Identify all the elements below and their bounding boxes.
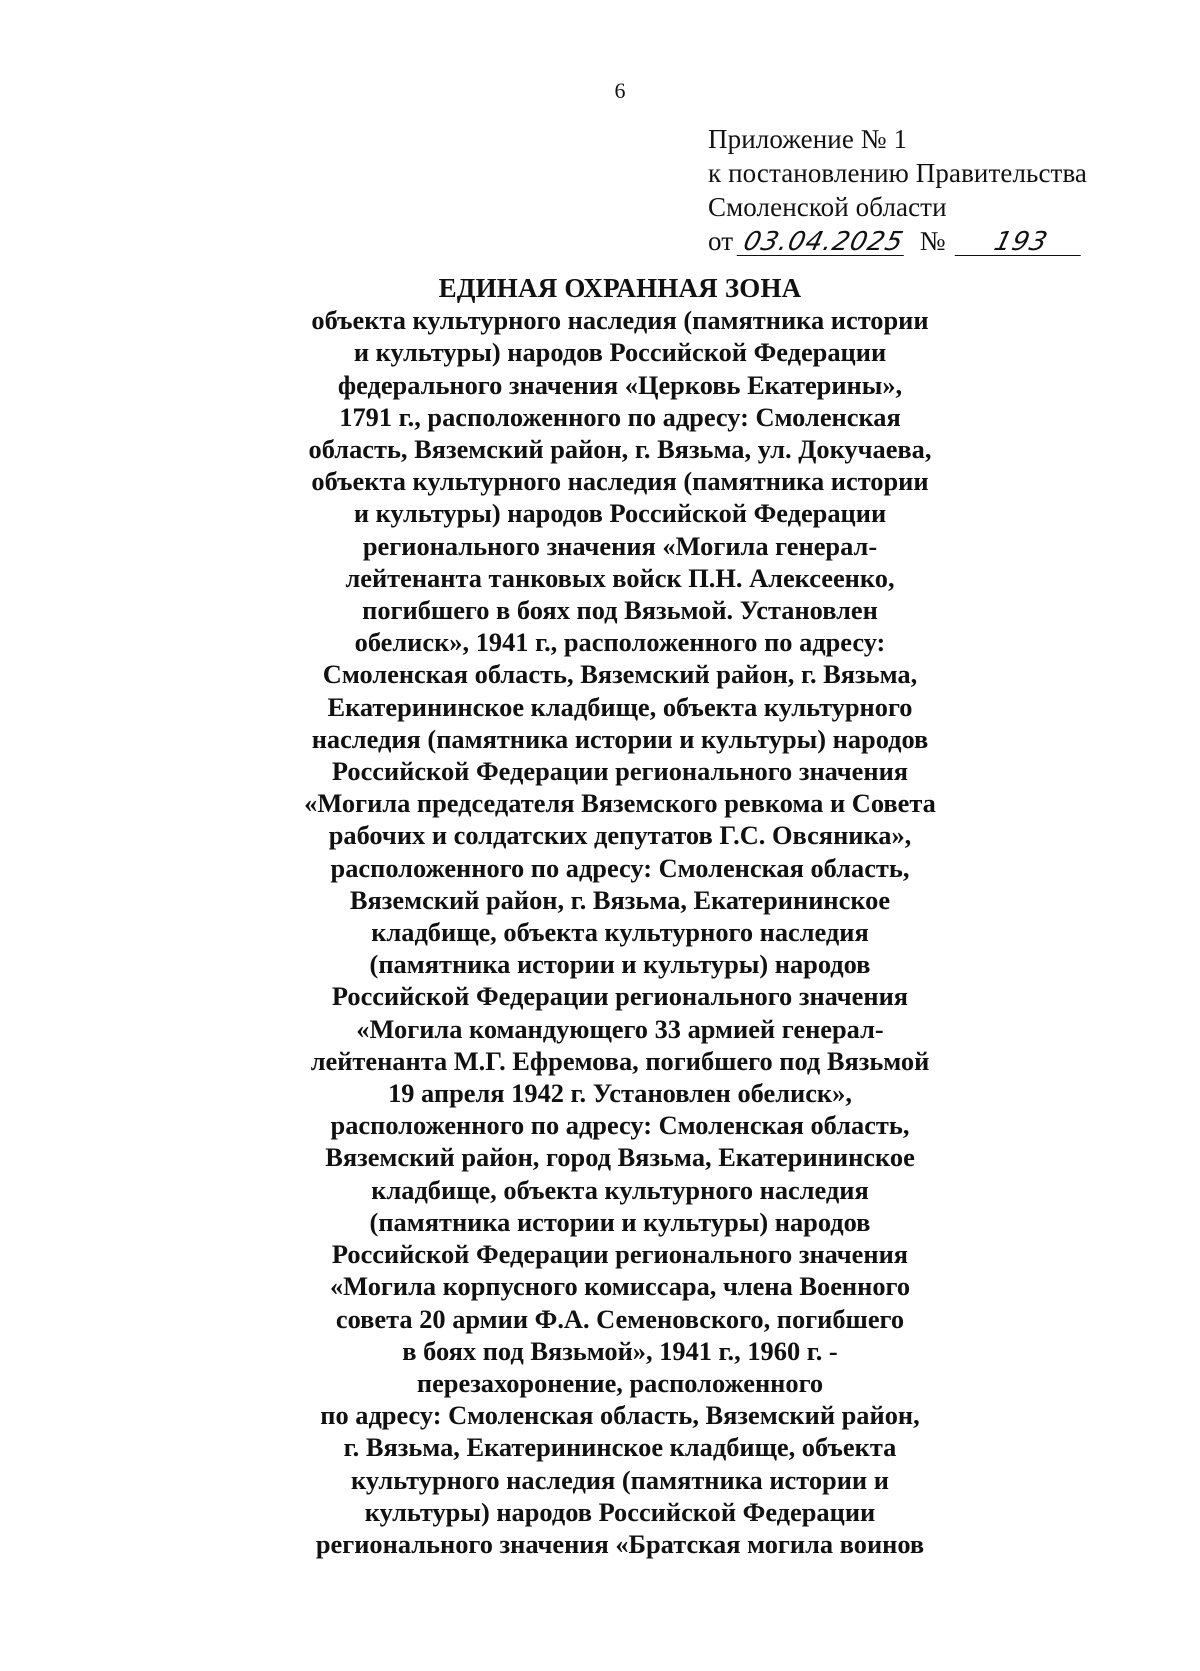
- title-line: объекта культурного наследия (памятника истории: [311, 466, 929, 497]
- number-sign: №: [919, 226, 946, 256]
- appendix-block: [708, 122, 1087, 258]
- title-line: «Могила командующего 33 армией генерал-: [356, 1013, 884, 1044]
- title-line: регионального значения «Братская могила воинов: [315, 1528, 925, 1559]
- title-line: расположенного по адресу: Смоленская область,: [330, 852, 910, 883]
- title-line: культуры) народов Российской Федерации: [364, 1496, 876, 1527]
- document-heading: ЕДИНАЯ ОХРАННАЯ ЗОНА: [438, 273, 802, 303]
- appendix-region: Смоленской области: [708, 192, 947, 222]
- title-line: по адресу: Смоленская область, Вяземский район,: [320, 1400, 920, 1431]
- title-line: в боях под Вязьмой», 1941 г., 1960 г. -: [402, 1335, 838, 1366]
- title-line: и культуры) народов Российской Федерации: [353, 337, 887, 368]
- appendix-title: Приложение № 1: [708, 124, 908, 154]
- title-line: культурного наследия (памятника истории и: [351, 1464, 889, 1495]
- date-prefix: от: [708, 226, 734, 256]
- handwritten-number: 193: [955, 229, 1088, 256]
- title-line: рабочих и солдатских депутатов Г.С. Овсяника»,: [328, 820, 912, 851]
- title-line: 19 апреля 1942 г. Установлен обелиск»,: [388, 1078, 852, 1109]
- appendix-reference: к постановлению Правительства: [708, 158, 1088, 188]
- title-lines: [200, 304, 1040, 1560]
- title-line: Вяземский район, г. Вязьма, Екатерининское: [349, 884, 891, 915]
- title-line: федерального значения «Церковь Екатерины»,: [337, 369, 903, 400]
- title-line: Российской Федерации регионального значения: [331, 756, 909, 787]
- title-line: регионального значения «Могила генерал-: [362, 530, 878, 561]
- title-line: перезахоронение, расположенного: [416, 1367, 824, 1398]
- title-line: Вяземский район, город Вязьма, Екатерининское: [325, 1142, 915, 1173]
- title-line: лейтенанта М.Г. Ефремова, погибшего под Вязьмой: [310, 1045, 930, 1076]
- title-line: Екатерининское кладбище, объекта культурного: [327, 691, 913, 722]
- title-line: объекта культурного наследия (памятника истории: [311, 305, 929, 336]
- title-line: кладбище, объекта культурного наследия: [371, 1174, 869, 1205]
- title-line: (памятника истории и культуры) народов: [369, 1206, 871, 1237]
- title-line: наследия (памятника истории и культуры) народов: [311, 723, 929, 754]
- title-line: Смоленская область, Вяземский район, г. Вязьма,: [322, 659, 918, 690]
- title-line: кладбище, объекта культурного наследия: [371, 917, 869, 948]
- page-number: 6: [614, 78, 626, 103]
- title-line: Российской Федерации регионального значения: [331, 1239, 909, 1270]
- title-line: обелиск», 1941 г., расположенного по адресу:: [354, 627, 886, 658]
- title-line: погибшего в боях под Вязьмой. Установлен: [362, 595, 878, 626]
- title-line: Российской Федерации регионального значения: [331, 981, 909, 1012]
- appendix-date-line: [708, 224, 1087, 258]
- title-line: расположенного по адресу: Смоленская область,: [330, 1110, 910, 1141]
- title-line: «Могила председателя Вяземского ревкома и Совета: [304, 788, 936, 819]
- title-line: «Могила корпусного комиссара, члена Военного: [329, 1271, 911, 1302]
- title-line: г. Вязьма, Екатерининское кладбище, объекта: [343, 1432, 897, 1463]
- title-line: совета 20 армии Ф.А. Семеновского, погибшего: [335, 1303, 905, 1334]
- title-line: 1791 г., расположенного по адресу: Смоленская: [339, 401, 901, 432]
- title-line: лейтенанта танковых войск П.Н. Алексеенко,: [345, 562, 895, 593]
- handwritten-date: 03.04.2025: [737, 229, 911, 256]
- title-line: и культуры) народов Российской Федерации: [353, 498, 887, 529]
- title-line: (памятника истории и культуры) народов: [369, 949, 871, 980]
- document-title-block: [200, 272, 1040, 1560]
- title-line: область, Вяземский район, г. Вязьма, ул. Докучаева,: [308, 434, 932, 465]
